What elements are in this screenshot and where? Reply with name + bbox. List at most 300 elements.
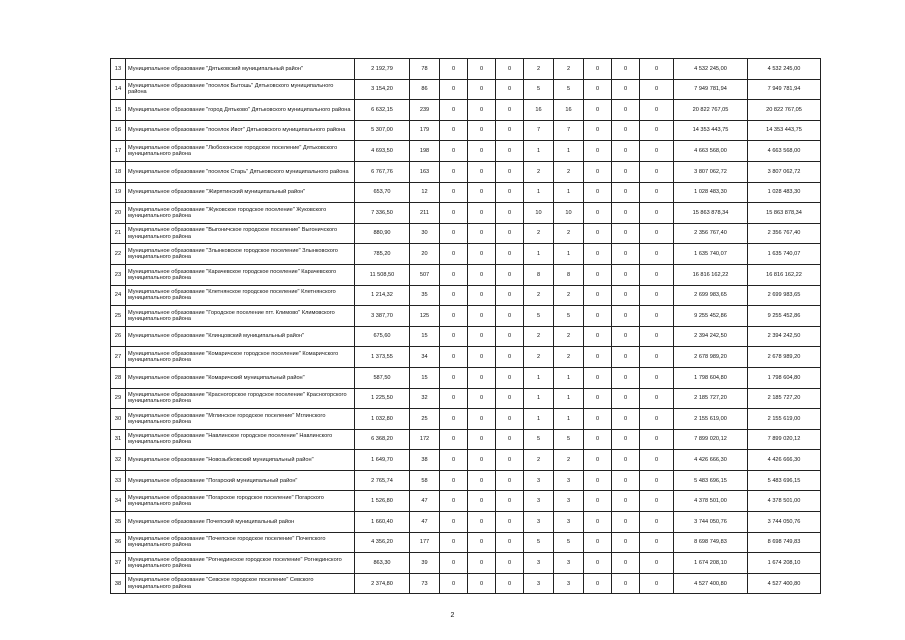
- area-cell: 2 192,79: [355, 59, 410, 80]
- col-6-cell: 0: [584, 161, 612, 182]
- people-cell: 73: [410, 573, 440, 594]
- sum-amount-cell: 3 744 050,76: [748, 512, 821, 533]
- col-2-cell: 0: [468, 512, 496, 533]
- total-amount-cell: 2 678 989,20: [674, 347, 748, 368]
- col-1-cell: 0: [440, 491, 468, 512]
- col-6-cell: 0: [584, 573, 612, 594]
- col-8-cell: 0: [640, 388, 674, 409]
- people-cell: 177: [410, 532, 440, 553]
- col-2-cell: 0: [468, 120, 496, 141]
- col-5-cell: 5: [554, 429, 584, 450]
- municipality-name-cell: Муниципальное образование Почепский муниципальный район: [126, 512, 355, 533]
- people-cell: 39: [410, 553, 440, 574]
- total-amount-cell: 2 394 242,50: [674, 326, 748, 347]
- col-1-cell: 0: [440, 306, 468, 327]
- table-row: [111, 367, 821, 388]
- municipality-name-cell: Муниципальное образование "Жирятинский муниципальный район": [126, 182, 355, 203]
- col-1-cell: 0: [440, 573, 468, 594]
- col-2-cell: 0: [468, 388, 496, 409]
- col-3-cell: 0: [496, 264, 524, 285]
- table-row: [111, 161, 821, 182]
- area-cell: 1 214,32: [355, 285, 410, 306]
- col-1-cell: 0: [440, 532, 468, 553]
- col-1-cell: 0: [440, 264, 468, 285]
- people-cell: 34: [410, 347, 440, 368]
- col-7-cell: 0: [612, 120, 640, 141]
- col-4-cell: 3: [524, 470, 554, 491]
- col-2-cell: 0: [468, 161, 496, 182]
- col-3-cell: 0: [496, 223, 524, 244]
- municipality-name-cell: Муниципальное образование "поселок Ивот" Дятьковского муниципального района: [126, 120, 355, 141]
- col-3-cell: 0: [496, 182, 524, 203]
- col-6-cell: 0: [584, 347, 612, 368]
- total-amount-cell: 9 255 452,86: [674, 306, 748, 327]
- col-7-cell: 0: [612, 532, 640, 553]
- col-3-cell: 0: [496, 100, 524, 121]
- col-7-cell: 0: [612, 59, 640, 80]
- row-number-cell: 31: [111, 429, 126, 450]
- col-3-cell: 0: [496, 161, 524, 182]
- col-4-cell: 1: [524, 182, 554, 203]
- table-row: [111, 553, 821, 574]
- people-cell: 30: [410, 223, 440, 244]
- people-cell: 32: [410, 388, 440, 409]
- col-6-cell: 0: [584, 100, 612, 121]
- total-amount-cell: 3 807 062,72: [674, 161, 748, 182]
- total-amount-cell: 1 028 483,30: [674, 182, 748, 203]
- col-3-cell: 0: [496, 450, 524, 471]
- total-amount-cell: 1 674 208,10: [674, 553, 748, 574]
- col-4-cell: 3: [524, 512, 554, 533]
- col-8-cell: 0: [640, 450, 674, 471]
- col-5-cell: 7: [554, 120, 584, 141]
- area-cell: 2 765,74: [355, 470, 410, 491]
- col-7-cell: 0: [612, 388, 640, 409]
- col-8-cell: 0: [640, 553, 674, 574]
- col-5-cell: 1: [554, 141, 584, 162]
- people-cell: 38: [410, 450, 440, 471]
- sum-amount-cell: 1 028 483,30: [748, 182, 821, 203]
- col-7-cell: 0: [612, 223, 640, 244]
- col-8-cell: 0: [640, 367, 674, 388]
- row-number-cell: 17: [111, 141, 126, 162]
- col-5-cell: 16: [554, 100, 584, 121]
- col-5-cell: 1: [554, 409, 584, 430]
- col-1-cell: 0: [440, 450, 468, 471]
- sum-amount-cell: 4 378 501,00: [748, 491, 821, 512]
- sum-amount-cell: 7 949 781,94: [748, 79, 821, 100]
- col-3-cell: 0: [496, 347, 524, 368]
- people-cell: 35: [410, 285, 440, 306]
- row-number-cell: 38: [111, 573, 126, 594]
- area-cell: 7 336,50: [355, 203, 410, 224]
- table-row: [111, 223, 821, 244]
- people-cell: 58: [410, 470, 440, 491]
- col-1-cell: 0: [440, 161, 468, 182]
- municipality-name-cell: Муниципальное образование "Жуковское городское поселение" Жуковского муниципального района: [126, 203, 355, 224]
- col-3-cell: 0: [496, 326, 524, 347]
- col-1-cell: 0: [440, 141, 468, 162]
- col-2-cell: 0: [468, 264, 496, 285]
- col-5-cell: 2: [554, 161, 584, 182]
- municipality-name-cell: Муниципальное образование "город Дятьково" Дятьковского муниципального района: [126, 100, 355, 121]
- col-1-cell: 0: [440, 223, 468, 244]
- area-cell: 1 225,50: [355, 388, 410, 409]
- area-cell: 653,70: [355, 182, 410, 203]
- total-amount-cell: 20 822 767,05: [674, 100, 748, 121]
- table-row: [111, 512, 821, 533]
- people-cell: 15: [410, 326, 440, 347]
- col-6-cell: 0: [584, 264, 612, 285]
- col-1-cell: 0: [440, 470, 468, 491]
- total-amount-cell: 16 816 162,22: [674, 264, 748, 285]
- col-6-cell: 0: [584, 223, 612, 244]
- col-6-cell: 0: [584, 553, 612, 574]
- sum-amount-cell: 7 899 020,12: [748, 429, 821, 450]
- col-6-cell: 0: [584, 120, 612, 141]
- area-cell: 1 032,80: [355, 409, 410, 430]
- col-8-cell: 0: [640, 532, 674, 553]
- col-4-cell: 1: [524, 141, 554, 162]
- col-7-cell: 0: [612, 491, 640, 512]
- table-row: [111, 347, 821, 368]
- col-8-cell: 0: [640, 470, 674, 491]
- municipality-name-cell: Муниципальное образование "Комаричское городское поселение" Комаричского муниципального района: [126, 347, 355, 368]
- municipality-name-cell: Муниципальное образование "Клетнянское городское поселение" Клетнянского муниципального района: [126, 285, 355, 306]
- col-7-cell: 0: [612, 470, 640, 491]
- col-7-cell: 0: [612, 367, 640, 388]
- col-5-cell: 8: [554, 264, 584, 285]
- people-cell: 125: [410, 306, 440, 327]
- col-7-cell: 0: [612, 573, 640, 594]
- total-amount-cell: 14 353 443,75: [674, 120, 748, 141]
- sum-amount-cell: 1 798 604,80: [748, 367, 821, 388]
- municipality-name-cell: Муниципальное образование "Комаричский муниципальный район": [126, 367, 355, 388]
- col-6-cell: 0: [584, 367, 612, 388]
- sum-amount-cell: 2 155 619,00: [748, 409, 821, 430]
- table-row: [111, 429, 821, 450]
- table-body: [111, 59, 821, 594]
- people-cell: 86: [410, 79, 440, 100]
- col-2-cell: 0: [468, 367, 496, 388]
- col-1-cell: 0: [440, 59, 468, 80]
- col-8-cell: 0: [640, 306, 674, 327]
- area-cell: 2 374,80: [355, 573, 410, 594]
- col-7-cell: 0: [612, 203, 640, 224]
- col-7-cell: 0: [612, 512, 640, 533]
- col-3-cell: 0: [496, 120, 524, 141]
- col-7-cell: 0: [612, 141, 640, 162]
- row-number-cell: 37: [111, 553, 126, 574]
- col-3-cell: 0: [496, 79, 524, 100]
- col-8-cell: 0: [640, 120, 674, 141]
- col-6-cell: 0: [584, 203, 612, 224]
- col-5-cell: 3: [554, 553, 584, 574]
- people-cell: 507: [410, 264, 440, 285]
- row-number-cell: 15: [111, 100, 126, 121]
- row-number-cell: 18: [111, 161, 126, 182]
- col-4-cell: 2: [524, 450, 554, 471]
- area-cell: 880,90: [355, 223, 410, 244]
- col-4-cell: 2: [524, 59, 554, 80]
- col-2-cell: 0: [468, 491, 496, 512]
- col-8-cell: 0: [640, 59, 674, 80]
- sum-amount-cell: 2 356 767,40: [748, 223, 821, 244]
- page-number: 2: [450, 612, 455, 619]
- col-8-cell: 0: [640, 409, 674, 430]
- col-2-cell: 0: [468, 244, 496, 265]
- col-1-cell: 0: [440, 429, 468, 450]
- col-5-cell: 10: [554, 203, 584, 224]
- sum-amount-cell: 2 678 989,20: [748, 347, 821, 368]
- area-cell: 1 660,40: [355, 512, 410, 533]
- col-3-cell: 0: [496, 285, 524, 306]
- col-6-cell: 0: [584, 388, 612, 409]
- col-2-cell: 0: [468, 553, 496, 574]
- col-2-cell: 0: [468, 326, 496, 347]
- sum-amount-cell: 1 674 208,10: [748, 553, 821, 574]
- people-cell: 179: [410, 120, 440, 141]
- row-number-cell: 34: [111, 491, 126, 512]
- people-cell: 25: [410, 409, 440, 430]
- table-row: [111, 470, 821, 491]
- col-4-cell: 8: [524, 264, 554, 285]
- col-8-cell: 0: [640, 141, 674, 162]
- table-row: [111, 59, 821, 80]
- col-4-cell: 5: [524, 429, 554, 450]
- sum-amount-cell: 14 353 443,75: [748, 120, 821, 141]
- municipality-name-cell: Муниципальное образование "Навлинское городское поселение" Навлинского муниципального района: [126, 429, 355, 450]
- col-3-cell: 0: [496, 429, 524, 450]
- col-4-cell: 5: [524, 79, 554, 100]
- col-6-cell: 0: [584, 141, 612, 162]
- sum-amount-cell: 4 532 245,00: [748, 59, 821, 80]
- col-3-cell: 0: [496, 491, 524, 512]
- row-number-cell: 27: [111, 347, 126, 368]
- table-row: [111, 120, 821, 141]
- data-table: [110, 58, 821, 594]
- col-4-cell: 5: [524, 306, 554, 327]
- municipality-name-cell: Муниципальное образование "Рогнединское городское поселение" Рогнединского муниципального района: [126, 553, 355, 574]
- table-row: [111, 573, 821, 594]
- col-6-cell: 0: [584, 306, 612, 327]
- municipality-name-cell: Муниципальное образование "поселок Старь" Дятьковского муниципального района: [126, 161, 355, 182]
- col-5-cell: 3: [554, 491, 584, 512]
- col-4-cell: 16: [524, 100, 554, 121]
- area-cell: 3 387,70: [355, 306, 410, 327]
- col-8-cell: 0: [640, 244, 674, 265]
- sum-amount-cell: 16 816 162,22: [748, 264, 821, 285]
- col-1-cell: 0: [440, 79, 468, 100]
- col-2-cell: 0: [468, 306, 496, 327]
- col-2-cell: 0: [468, 79, 496, 100]
- col-3-cell: 0: [496, 470, 524, 491]
- total-amount-cell: 4 426 666,30: [674, 450, 748, 471]
- table-row: [111, 388, 821, 409]
- row-number-cell: 30: [111, 409, 126, 430]
- col-2-cell: 0: [468, 347, 496, 368]
- municipality-name-cell: Муниципальное образование "Красногорское городское поселение" Красногорского муниципального района: [126, 388, 355, 409]
- col-6-cell: 0: [584, 79, 612, 100]
- col-2-cell: 0: [468, 470, 496, 491]
- col-8-cell: 0: [640, 79, 674, 100]
- col-5-cell: 2: [554, 223, 584, 244]
- col-7-cell: 0: [612, 450, 640, 471]
- people-cell: 198: [410, 141, 440, 162]
- col-1-cell: 0: [440, 120, 468, 141]
- col-3-cell: 0: [496, 512, 524, 533]
- col-5-cell: 1: [554, 367, 584, 388]
- area-cell: 4 356,20: [355, 532, 410, 553]
- people-cell: 211: [410, 203, 440, 224]
- area-cell: 4 693,50: [355, 141, 410, 162]
- table-row: [111, 326, 821, 347]
- people-cell: 78: [410, 59, 440, 80]
- col-2-cell: 0: [468, 285, 496, 306]
- col-6-cell: 0: [584, 512, 612, 533]
- col-8-cell: 0: [640, 285, 674, 306]
- col-1-cell: 0: [440, 553, 468, 574]
- row-number-cell: 33: [111, 470, 126, 491]
- col-2-cell: 0: [468, 59, 496, 80]
- area-cell: 675,60: [355, 326, 410, 347]
- row-number-cell: 26: [111, 326, 126, 347]
- col-4-cell: 1: [524, 244, 554, 265]
- col-4-cell: 10: [524, 203, 554, 224]
- area-cell: 6 368,20: [355, 429, 410, 450]
- row-number-cell: 35: [111, 512, 126, 533]
- sum-amount-cell: 2 394 242,50: [748, 326, 821, 347]
- col-2-cell: 0: [468, 141, 496, 162]
- col-1-cell: 0: [440, 409, 468, 430]
- col-7-cell: 0: [612, 182, 640, 203]
- col-4-cell: 2: [524, 223, 554, 244]
- sum-amount-cell: 4 527 400,80: [748, 573, 821, 594]
- col-6-cell: 0: [584, 409, 612, 430]
- col-8-cell: 0: [640, 347, 674, 368]
- col-1-cell: 0: [440, 388, 468, 409]
- col-5-cell: 3: [554, 470, 584, 491]
- row-number-cell: 25: [111, 306, 126, 327]
- col-7-cell: 0: [612, 100, 640, 121]
- col-8-cell: 0: [640, 223, 674, 244]
- municipality-name-cell: Муниципальное образование "поселок Бытошь" Дятьковского муниципального района: [126, 79, 355, 100]
- total-amount-cell: 8 698 749,83: [674, 532, 748, 553]
- total-amount-cell: 2 185 727,20: [674, 388, 748, 409]
- people-cell: 15: [410, 367, 440, 388]
- municipality-name-cell: Муниципальное образование "Дятьковский муниципальный район": [126, 59, 355, 80]
- col-6-cell: 0: [584, 244, 612, 265]
- row-number-cell: 13: [111, 59, 126, 80]
- col-5-cell: 2: [554, 347, 584, 368]
- area-cell: 3 154,20: [355, 79, 410, 100]
- people-cell: 172: [410, 429, 440, 450]
- col-7-cell: 0: [612, 326, 640, 347]
- col-8-cell: 0: [640, 512, 674, 533]
- col-5-cell: 3: [554, 512, 584, 533]
- table-row: [111, 141, 821, 162]
- col-2-cell: 0: [468, 532, 496, 553]
- area-cell: 1 526,80: [355, 491, 410, 512]
- col-7-cell: 0: [612, 553, 640, 574]
- col-6-cell: 0: [584, 326, 612, 347]
- sum-amount-cell: 3 807 062,72: [748, 161, 821, 182]
- col-6-cell: 0: [584, 429, 612, 450]
- people-cell: 20: [410, 244, 440, 265]
- col-1-cell: 0: [440, 285, 468, 306]
- total-amount-cell: 4 527 400,80: [674, 573, 748, 594]
- municipality-name-cell: Муниципальное образование "Погарское городское поселение" Погарского муниципального района: [126, 491, 355, 512]
- table-row: [111, 244, 821, 265]
- col-7-cell: 0: [612, 264, 640, 285]
- col-7-cell: 0: [612, 409, 640, 430]
- col-6-cell: 0: [584, 285, 612, 306]
- municipality-name-cell: Муниципальное образование "Любохонское городское поселение" Дятьковского муниципального района: [126, 141, 355, 162]
- col-7-cell: 0: [612, 306, 640, 327]
- col-8-cell: 0: [640, 491, 674, 512]
- col-1-cell: 0: [440, 367, 468, 388]
- total-amount-cell: 4 378 501,00: [674, 491, 748, 512]
- table-row: [111, 450, 821, 471]
- people-cell: 47: [410, 512, 440, 533]
- total-amount-cell: 2 699 983,65: [674, 285, 748, 306]
- sum-amount-cell: 15 863 878,34: [748, 203, 821, 224]
- col-1-cell: 0: [440, 244, 468, 265]
- col-6-cell: 0: [584, 182, 612, 203]
- col-2-cell: 0: [468, 100, 496, 121]
- row-number-cell: 23: [111, 264, 126, 285]
- sum-amount-cell: 4 663 568,00: [748, 141, 821, 162]
- row-number-cell: 24: [111, 285, 126, 306]
- total-amount-cell: 5 483 696,15: [674, 470, 748, 491]
- col-3-cell: 0: [496, 388, 524, 409]
- col-5-cell: 2: [554, 326, 584, 347]
- area-cell: 6 767,76: [355, 161, 410, 182]
- col-3-cell: 0: [496, 532, 524, 553]
- col-3-cell: 0: [496, 573, 524, 594]
- col-6-cell: 0: [584, 450, 612, 471]
- col-8-cell: 0: [640, 100, 674, 121]
- table-row: [111, 306, 821, 327]
- area-cell: 6 632,15: [355, 100, 410, 121]
- col-4-cell: 7: [524, 120, 554, 141]
- table-row: [111, 264, 821, 285]
- col-8-cell: 0: [640, 429, 674, 450]
- col-5-cell: 1: [554, 182, 584, 203]
- sum-amount-cell: 8 698 749,83: [748, 532, 821, 553]
- col-6-cell: 0: [584, 470, 612, 491]
- col-8-cell: 0: [640, 203, 674, 224]
- table-row: [111, 532, 821, 553]
- municipality-name-cell: Муниципальное образование "Карачевское городское поселение" Карачевского муниципального района: [126, 264, 355, 285]
- sum-amount-cell: 4 426 666,30: [748, 450, 821, 471]
- col-7-cell: 0: [612, 347, 640, 368]
- col-4-cell: 2: [524, 347, 554, 368]
- total-amount-cell: 2 356 767,40: [674, 223, 748, 244]
- municipality-name-cell: Муниципальное образование "Почепское городское поселение" Почепского муниципального района: [126, 532, 355, 553]
- row-number-cell: 19: [111, 182, 126, 203]
- col-1-cell: 0: [440, 182, 468, 203]
- table-row: [111, 285, 821, 306]
- col-7-cell: 0: [612, 161, 640, 182]
- area-cell: 1 649,70: [355, 450, 410, 471]
- municipality-name-cell: Муниципальное образование "Выгоничское городское поселение" Выгоничского муниципального района: [126, 223, 355, 244]
- col-5-cell: 1: [554, 388, 584, 409]
- row-number-cell: 28: [111, 367, 126, 388]
- table-row: [111, 491, 821, 512]
- col-4-cell: 5: [524, 532, 554, 553]
- col-4-cell: 2: [524, 161, 554, 182]
